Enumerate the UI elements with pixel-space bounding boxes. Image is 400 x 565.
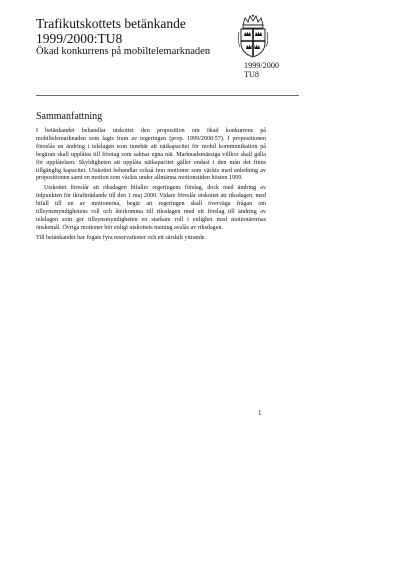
report-code: TU8 xyxy=(244,70,260,79)
title-line-1: Trafikutskottets betänkande xyxy=(36,16,186,31)
subtitle: Ökad konkurrens på mobiltelemarknaden xyxy=(36,46,211,57)
summary-paragraph-2: Utskottet föreslår att riksdagen bifaller regeringens förslag, dock med ändring av tidpunkten för ikraftträdande till den 1 maj 2000. Vidare föreslår utskottet att riksdagen, med bifall till en av motionerna, begär att regeringen skall överväga frågan om tillsynsmyndighetens roll och återkomma till riksdagen med ett förslag till ändring av telelagen som ger tillsynsmyndigheten en starkare roll i enlighet med motionärernas önskemål. Övriga motioner bör enligt utskottets mening avslås av riksdagen. xyxy=(36,185,266,231)
page-title xyxy=(36,16,246,46)
header-divider xyxy=(36,95,299,96)
summary-body xyxy=(36,128,266,245)
section-heading: Sammanfattning xyxy=(36,111,103,122)
page-number: 1 xyxy=(258,409,262,417)
summary-paragraph-1: I betänkandet behandlar utskottet den proposition om ökad konkurrens på mobiltelemarknaden som lagts fram av regeringen (prop. 1999/2000:57). I propositionen föreslås en ändring i telelagen som innebär att nätkapacitet för mobil kommunikation på begäran skall upplåtas till företag som saknar egna nät. Marknadsmässiga villkor skall gälla för upplåtelsen. Skyldigheten att upplåta nätkapacitet gäller endast i den mån det finns tillgänglig kapacitet. Utskottet behandlar också fem motioner som väckts med anledning av propositionen samt en motion som väckts under allmänna motionstiden hösten 1999. xyxy=(36,128,266,182)
report-year: 1999/2000 xyxy=(244,61,280,70)
summary-paragraph-3: Till betänkandet har fogats fyra reservationer och ett särskilt yttrande. xyxy=(36,234,207,241)
report-number xyxy=(244,61,279,79)
swedish-coat-of-arms-icon xyxy=(236,14,270,58)
title-line-2: 1999/2000:TU8 xyxy=(36,31,123,46)
